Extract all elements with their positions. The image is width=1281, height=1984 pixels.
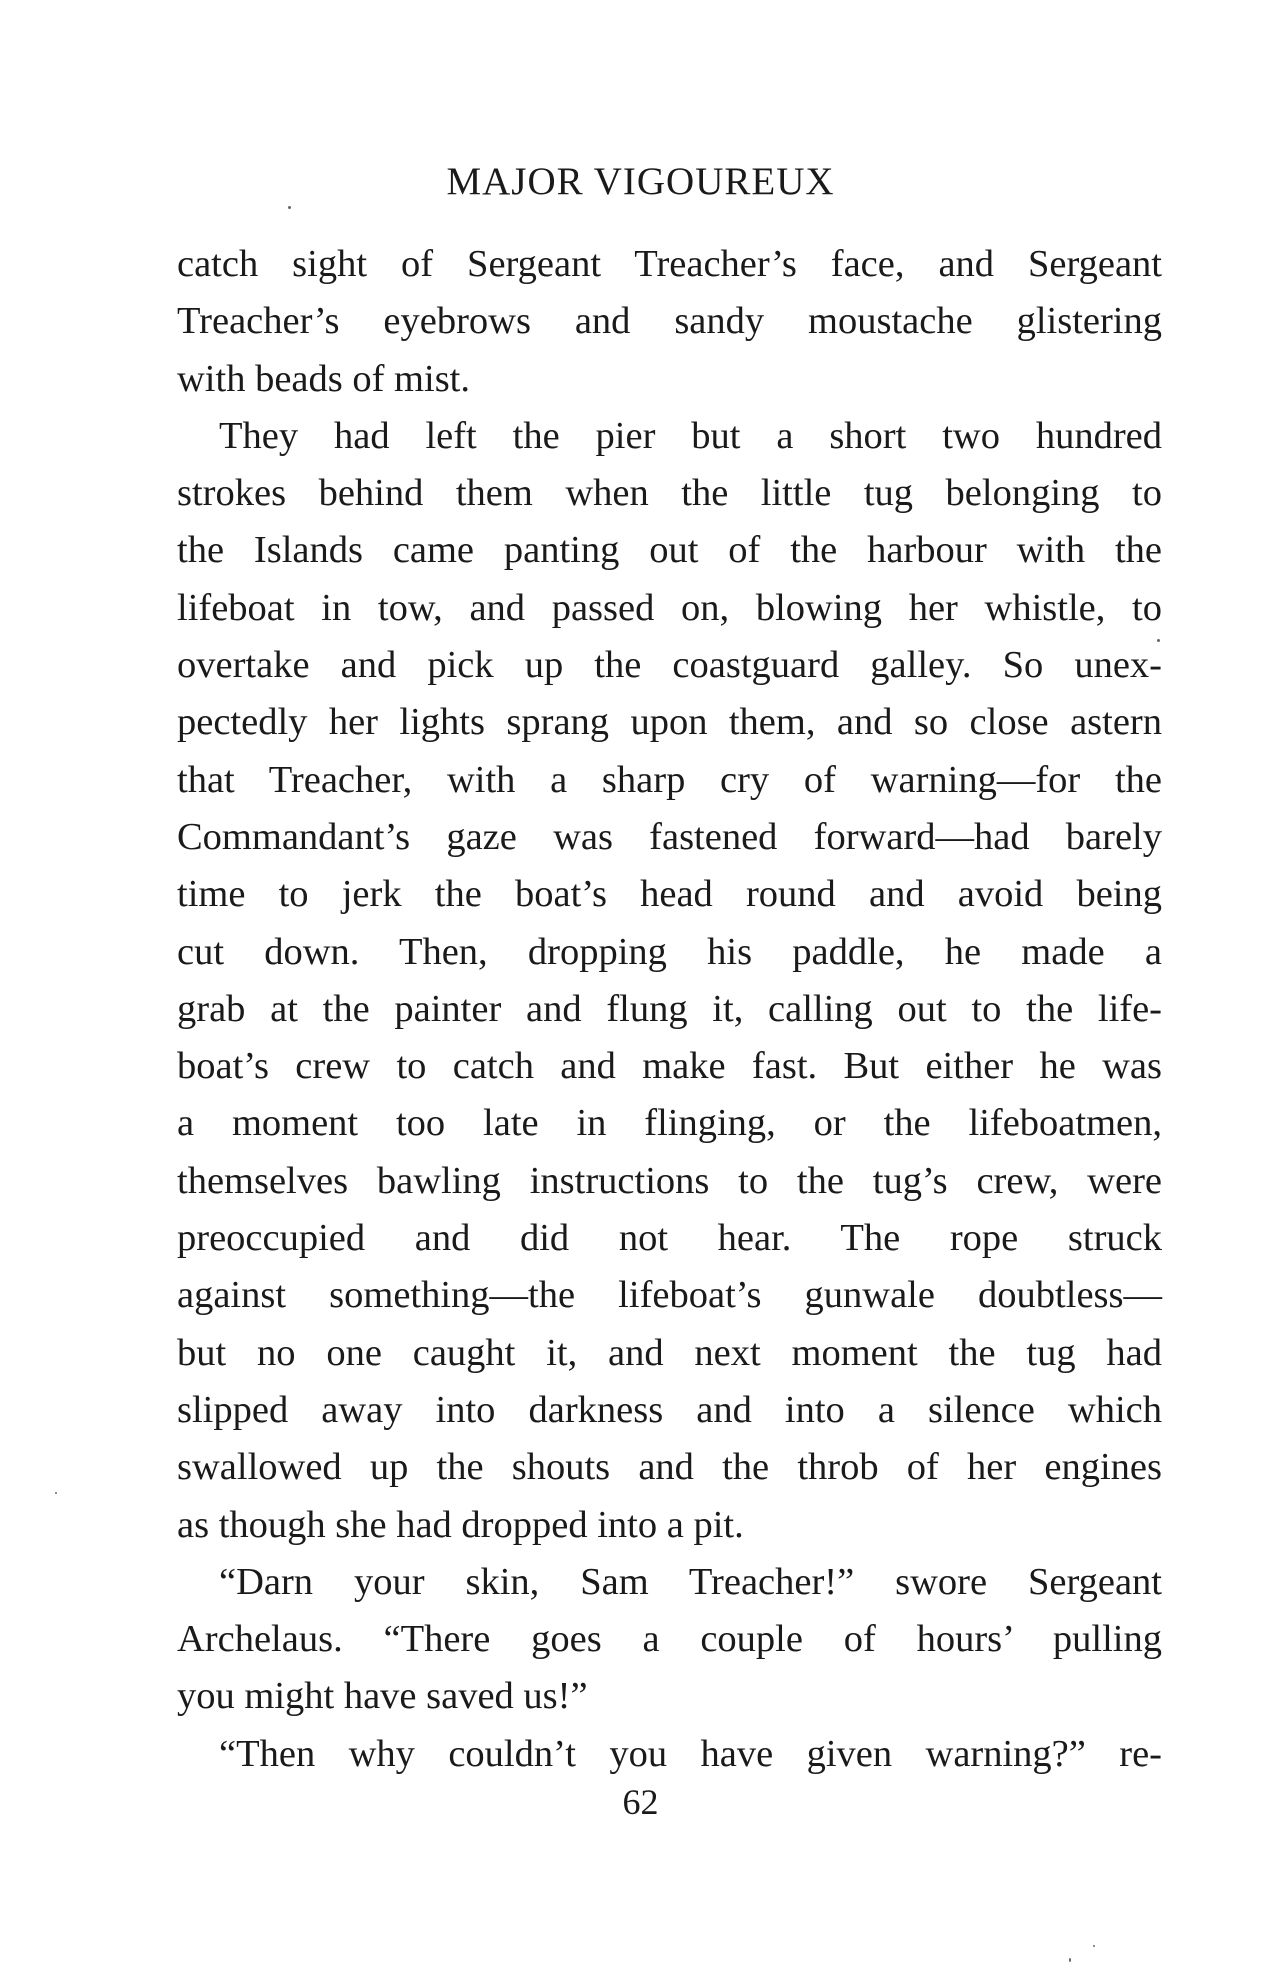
text-line: the Islands came panting out of the harbour with the [177,529,1162,572]
text-line: that Treacher, with a sharp cry of warning—for the [177,758,1162,801]
page-number: 62 [622,1782,659,1822]
body-text [177,236,1162,1783]
text-line: themselves bawling instructions to the tug’s crew, were [177,1159,1162,1202]
text-line: against something—the lifeboat’s gunwale doubtless— [177,1274,1162,1317]
running-head: MAJOR VIGOUREUX [446,160,835,203]
text-line: but no one caught it, and next moment the tug had [177,1331,1162,1374]
text-line: “Then why couldn’t you have given warning?” re- [219,1732,1162,1775]
text-line: pectedly her lights sprang upon them, and so close astern [177,701,1162,744]
text-line: as though she had dropped into a pit. [177,1503,744,1546]
text-line: preoccupied and did not hear. The rope struck [177,1217,1162,1260]
text-line: They had left the pier but a short two hundred [219,414,1162,457]
text-line: overtake and pick up the coastguard galley. So unex- [177,644,1162,687]
text-line: slipped away into darkness and into a silence which [177,1388,1162,1431]
print-speck [1069,1958,1071,1962]
text-line: “Darn your skin, Sam Treacher!” swore Sergeant [219,1560,1162,1603]
text-line: Commandant’s gaze was fastened forward—had barely [177,815,1162,858]
print-speck [55,1492,57,1494]
text-line: Treacher’s eyebrows and sandy moustache glistering [177,300,1162,343]
print-speck [288,206,291,209]
print-speck [1093,1945,1095,1947]
text-line: time to jerk the boat’s head round and avoid being [177,873,1162,916]
text-line: you might have saved us!” [177,1675,588,1718]
text-line: cut down. Then, dropping his paddle, he made a [177,930,1162,973]
text-line: strokes behind them when the little tug belonging to [177,472,1162,515]
text-line: lifeboat in tow, and passed on, blowing her whistle, to [177,586,1162,629]
text-line: with beads of mist. [177,357,470,400]
text-line: swallowed up the shouts and the throb of her engines [177,1446,1162,1489]
print-speck [1157,639,1160,642]
text-line: Archelaus. “There goes a couple of hours’ pulling [177,1618,1162,1661]
text-line: boat’s crew to catch and make fast. But either he was [177,1045,1162,1088]
text-line: a moment too late in flinging, or the lifeboatmen, [177,1102,1162,1145]
text-line: catch sight of Sergeant Treacher’s face, and Sergeant [177,243,1162,285]
text-line: grab at the painter and flung it, calling out to the life- [177,987,1162,1030]
